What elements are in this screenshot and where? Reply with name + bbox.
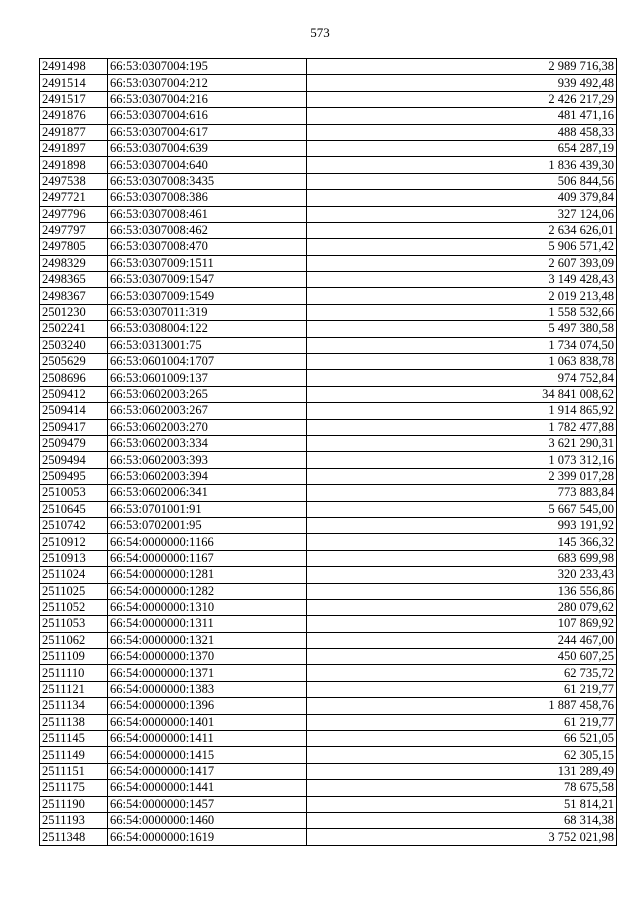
cadastral-value-cell: 78 675,58 [307, 780, 617, 796]
record-id-cell: 2511062 [40, 632, 108, 648]
cadastral-number-cell: 66:53:0601004:1707 [108, 354, 307, 370]
record-id-cell: 2511024 [40, 567, 108, 583]
cadastral-number-cell: 66:53:0313001:75 [108, 337, 307, 353]
cadastral-value-cell: 481 471,16 [307, 108, 617, 124]
table-row [40, 632, 617, 648]
cadastral-value-cell: 3 752 021,98 [307, 829, 617, 845]
table-row [40, 108, 617, 124]
cadastral-value-cell: 3 621 290,31 [307, 435, 617, 451]
record-id-cell: 2509495 [40, 468, 108, 484]
cadastral-value-cell: 66 521,05 [307, 731, 617, 747]
table-row [40, 91, 617, 107]
cadastral-value-cell: 62 735,72 [307, 665, 617, 681]
table-row [40, 599, 617, 615]
record-id-cell: 2491498 [40, 59, 108, 75]
cadastral-number-cell: 66:53:0307004:640 [108, 157, 307, 173]
table-row [40, 731, 617, 747]
table-row [40, 796, 617, 812]
record-id-cell: 2497538 [40, 173, 108, 189]
table-row [40, 288, 617, 304]
cadastral-number-cell: 66:54:0000000:1371 [108, 665, 307, 681]
record-id-cell: 2511121 [40, 681, 108, 697]
table-row [40, 337, 617, 353]
cadastral-value-cell: 280 079,62 [307, 599, 617, 615]
record-id-cell: 2511138 [40, 714, 108, 730]
record-id-cell: 2511025 [40, 583, 108, 599]
cadastral-number-cell: 66:53:0307004:195 [108, 59, 307, 75]
cadastral-value-cell: 2 019 213,48 [307, 288, 617, 304]
table-row [40, 206, 617, 222]
cadastral-value-cell: 327 124,06 [307, 206, 617, 222]
table-row [40, 550, 617, 566]
record-id-cell: 2497805 [40, 239, 108, 255]
table-row [40, 435, 617, 451]
cadastral-number-cell: 66:53:0307008:3435 [108, 173, 307, 189]
cadastral-number-cell: 66:54:0000000:1396 [108, 698, 307, 714]
record-id-cell: 2503240 [40, 337, 108, 353]
record-id-cell: 2509414 [40, 403, 108, 419]
cadastral-value-cell: 2 399 017,28 [307, 468, 617, 484]
record-id-cell: 2491876 [40, 108, 108, 124]
cadastral-value-cell: 939 492,48 [307, 75, 617, 91]
cadastral-value-cell: 2 426 217,29 [307, 91, 617, 107]
record-id-cell: 2509412 [40, 386, 108, 402]
record-id-cell: 2510913 [40, 550, 108, 566]
table-row [40, 665, 617, 681]
record-id-cell: 2511134 [40, 698, 108, 714]
record-id-cell: 2491517 [40, 91, 108, 107]
cadastral-value-cell: 145 366,32 [307, 534, 617, 550]
cadastral-value-cell: 61 219,77 [307, 681, 617, 697]
cadastral-number-cell: 66:53:0307011:319 [108, 304, 307, 320]
cadastral-number-cell: 66:53:0307004:216 [108, 91, 307, 107]
cadastral-value-cell: 1 558 532,66 [307, 304, 617, 320]
cadastral-value-cell: 1 073 312,16 [307, 452, 617, 468]
table-row [40, 419, 617, 435]
cadastral-number-cell: 66:53:0701001:91 [108, 501, 307, 517]
cadastral-number-cell: 66:53:0308004:122 [108, 321, 307, 337]
record-id-cell: 2498365 [40, 272, 108, 288]
record-id-cell: 2511109 [40, 649, 108, 665]
record-id-cell: 2511053 [40, 616, 108, 632]
record-id-cell: 2501230 [40, 304, 108, 320]
cadastral-value-cell: 5 667 545,00 [307, 501, 617, 517]
cadastral-value-cell: 68 314,38 [307, 812, 617, 828]
record-id-cell: 2511145 [40, 731, 108, 747]
cadastral-value-cell: 62 305,15 [307, 747, 617, 763]
record-id-cell: 2511151 [40, 763, 108, 779]
table-row [40, 829, 617, 845]
record-id-cell: 2491514 [40, 75, 108, 91]
cadastral-value-cell: 1 782 477,88 [307, 419, 617, 435]
cadastral-value-cell: 320 233,43 [307, 567, 617, 583]
table-row [40, 304, 617, 320]
cadastral-number-cell: 66:53:0602003:394 [108, 468, 307, 484]
table-row [40, 616, 617, 632]
table-row [40, 386, 617, 402]
cadastral-number-cell: 66:53:0602003:267 [108, 403, 307, 419]
table-row [40, 812, 617, 828]
cadastral-number-cell: 66:53:0307008:470 [108, 239, 307, 255]
cadastral-value-cell: 34 841 008,62 [307, 386, 617, 402]
record-id-cell: 2491898 [40, 157, 108, 173]
record-id-cell: 2505629 [40, 354, 108, 370]
cadastral-number-cell: 66:54:0000000:1417 [108, 763, 307, 779]
record-id-cell: 2491877 [40, 124, 108, 140]
cadastral-number-cell: 66:54:0000000:1282 [108, 583, 307, 599]
cadastral-number-cell: 66:53:0307004:212 [108, 75, 307, 91]
table-row [40, 763, 617, 779]
cadastral-number-cell: 66:53:0307009:1511 [108, 255, 307, 271]
cadastral-value-cell: 3 149 428,43 [307, 272, 617, 288]
cadastral-number-cell: 66:54:0000000:1457 [108, 796, 307, 812]
record-id-cell: 2509417 [40, 419, 108, 435]
record-id-cell: 2509479 [40, 435, 108, 451]
table-row [40, 517, 617, 533]
cadastral-number-cell: 66:53:0602006:341 [108, 485, 307, 501]
cadastral-number-cell: 66:53:0307009:1549 [108, 288, 307, 304]
table-row [40, 222, 617, 238]
cadastral-value-cell: 61 219,77 [307, 714, 617, 730]
cadastral-number-cell: 66:54:0000000:1166 [108, 534, 307, 550]
table-row [40, 321, 617, 337]
page-number: 573 [310, 25, 330, 40]
cadastral-value-cell: 2 607 393,09 [307, 255, 617, 271]
cadastral-number-cell: 66:53:0602003:393 [108, 452, 307, 468]
table-row [40, 370, 617, 386]
record-id-cell: 2510053 [40, 485, 108, 501]
cadastral-value-cell: 1 734 074,50 [307, 337, 617, 353]
cadastral-number-cell: 66:54:0000000:1370 [108, 649, 307, 665]
cadastral-number-cell: 66:53:0307008:386 [108, 190, 307, 206]
cadastral-number-cell: 66:53:0307008:462 [108, 222, 307, 238]
table-row [40, 272, 617, 288]
table-row [40, 124, 617, 140]
record-id-cell: 2510912 [40, 534, 108, 550]
cadastral-number-cell: 66:53:0307009:1547 [108, 272, 307, 288]
cadastral-value-cell: 974 752,84 [307, 370, 617, 386]
cadastral-value-cell: 1 063 838,78 [307, 354, 617, 370]
cadastral-value-cell: 5 497 380,58 [307, 321, 617, 337]
cadastral-value-cell: 131 289,49 [307, 763, 617, 779]
cadastral-value-cell: 1 914 865,92 [307, 403, 617, 419]
cadastral-number-cell: 66:54:0000000:1383 [108, 681, 307, 697]
cadastral-value-cell: 51 814,21 [307, 796, 617, 812]
cadastral-number-cell: 66:54:0000000:1441 [108, 780, 307, 796]
record-id-cell: 2491897 [40, 140, 108, 156]
table-row [40, 173, 617, 189]
cadastral-number-cell: 66:54:0000000:1460 [108, 812, 307, 828]
cadastral-value-cell: 1 836 439,30 [307, 157, 617, 173]
table-row [40, 567, 617, 583]
cadastral-value-cell: 2 634 626,01 [307, 222, 617, 238]
cadastral-number-cell: 66:53:0307004:616 [108, 108, 307, 124]
record-id-cell: 2508696 [40, 370, 108, 386]
record-id-cell: 2511052 [40, 599, 108, 615]
table-row [40, 780, 617, 796]
record-id-cell: 2511193 [40, 812, 108, 828]
record-id-cell: 2502241 [40, 321, 108, 337]
table-row [40, 698, 617, 714]
table-row [40, 501, 617, 517]
cadastral-number-cell: 66:54:0000000:1619 [108, 829, 307, 845]
table-row [40, 59, 617, 75]
table-row [40, 140, 617, 156]
table-row [40, 681, 617, 697]
cadastral-value-cell: 2 989 716,38 [307, 59, 617, 75]
record-id-cell: 2497797 [40, 222, 108, 238]
table-row [40, 583, 617, 599]
record-id-cell: 2511175 [40, 780, 108, 796]
cadastral-number-cell: 66:53:0602003:265 [108, 386, 307, 402]
records-table [39, 58, 617, 846]
cadastral-value-cell: 506 844,56 [307, 173, 617, 189]
cadastral-number-cell: 66:54:0000000:1281 [108, 567, 307, 583]
table-row [40, 747, 617, 763]
cadastral-number-cell: 66:53:0307008:461 [108, 206, 307, 222]
record-id-cell: 2511110 [40, 665, 108, 681]
table-row [40, 255, 617, 271]
table-row [40, 403, 617, 419]
cadastral-number-cell: 66:53:0602003:270 [108, 419, 307, 435]
record-id-cell: 2511348 [40, 829, 108, 845]
cadastral-value-cell: 1 887 458,76 [307, 698, 617, 714]
record-id-cell: 2511190 [40, 796, 108, 812]
cadastral-value-cell: 654 287,19 [307, 140, 617, 156]
cadastral-value-cell: 136 556,86 [307, 583, 617, 599]
record-id-cell: 2509494 [40, 452, 108, 468]
record-id-cell: 2511149 [40, 747, 108, 763]
table-row [40, 649, 617, 665]
cadastral-value-cell: 107 869,92 [307, 616, 617, 632]
cadastral-number-cell: 66:54:0000000:1401 [108, 714, 307, 730]
records-table-body [40, 59, 617, 846]
cadastral-number-cell: 66:54:0000000:1310 [108, 599, 307, 615]
table-row [40, 468, 617, 484]
record-id-cell: 2497721 [40, 190, 108, 206]
cadastral-value-cell: 993 191,92 [307, 517, 617, 533]
table-row [40, 714, 617, 730]
cadastral-number-cell: 66:53:0702001:95 [108, 517, 307, 533]
cadastral-number-cell: 66:53:0602003:334 [108, 435, 307, 451]
record-id-cell: 2498367 [40, 288, 108, 304]
record-id-cell: 2497796 [40, 206, 108, 222]
table-row [40, 75, 617, 91]
record-id-cell: 2510645 [40, 501, 108, 517]
table-row [40, 239, 617, 255]
table-row [40, 190, 617, 206]
table-row [40, 452, 617, 468]
cadastral-number-cell: 66:54:0000000:1167 [108, 550, 307, 566]
cadastral-number-cell: 66:53:0307004:639 [108, 140, 307, 156]
cadastral-value-cell: 683 699,98 [307, 550, 617, 566]
table-row [40, 534, 617, 550]
cadastral-number-cell: 66:54:0000000:1411 [108, 731, 307, 747]
record-id-cell: 2498329 [40, 255, 108, 271]
cadastral-value-cell: 773 883,84 [307, 485, 617, 501]
cadastral-number-cell: 66:53:0601009:137 [108, 370, 307, 386]
cadastral-value-cell: 488 458,33 [307, 124, 617, 140]
cadastral-value-cell: 5 906 571,42 [307, 239, 617, 255]
cadastral-number-cell: 66:54:0000000:1311 [108, 616, 307, 632]
cadastral-number-cell: 66:53:0307004:617 [108, 124, 307, 140]
cadastral-number-cell: 66:54:0000000:1415 [108, 747, 307, 763]
cadastral-value-cell: 409 379,84 [307, 190, 617, 206]
cadastral-value-cell: 244 467,00 [307, 632, 617, 648]
record-id-cell: 2510742 [40, 517, 108, 533]
cadastral-number-cell: 66:54:0000000:1321 [108, 632, 307, 648]
cadastral-value-cell: 450 607,25 [307, 649, 617, 665]
table-row [40, 354, 617, 370]
table-row [40, 485, 617, 501]
table-row [40, 157, 617, 173]
